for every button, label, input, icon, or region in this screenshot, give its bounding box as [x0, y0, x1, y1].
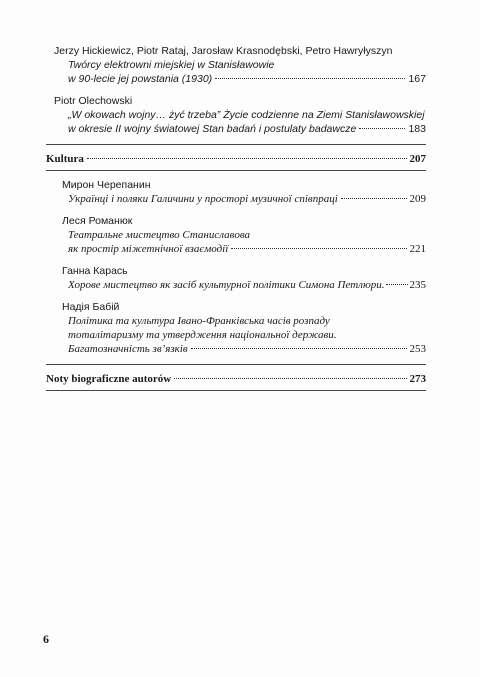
entry-title-text: Хорове мистецтво як засіб культурної політики Симона Петлюри. [68, 279, 385, 291]
dot-leader [359, 128, 405, 129]
entry-title-line: „W okowach wojny… żyć trzeba” Życie codzienne na Ziemi Stanisławowskiej [68, 109, 425, 121]
entry-author: Леся Романюк [62, 215, 133, 227]
toc-entry [46, 44, 426, 86]
entry-title-line: Політика та культура Івано-Франківська часів розпаду [68, 315, 330, 327]
entry-title-text: як простір міжетнічної взаємодії [68, 243, 229, 255]
entry-page-number: 209 [409, 193, 426, 205]
section-divider [46, 170, 426, 171]
page-number: 6 [43, 632, 49, 646]
entry-title-last-line [68, 242, 426, 256]
section-page-number: 207 [409, 153, 426, 165]
entry-page-number: 167 [408, 73, 426, 85]
entry-title-last-line [68, 122, 426, 136]
dot-leader [231, 248, 406, 249]
entry-title-line: Twórcy elektrowni miejskiej w Stanisławowie [68, 59, 275, 71]
toc-entry [46, 178, 426, 206]
toc-entry [46, 94, 426, 136]
section-divider [46, 364, 426, 365]
entry-title-line: тоталітаризму та утвердження національної держави. [68, 329, 337, 341]
entry-author: Надія Бабій [62, 301, 120, 313]
dot-leader [386, 284, 407, 285]
dot-leader [191, 348, 407, 349]
toc-entry [46, 214, 426, 256]
entry-page-number: 253 [409, 343, 426, 355]
entry-title-last-line [68, 192, 426, 206]
entry-author: Piotr Olechowski [54, 95, 133, 107]
entry-title-text: Українці і поляки Галичини у просторі музичної співпраці [68, 193, 338, 205]
table-of-contents [46, 44, 426, 398]
section-label: Noty biograficzne autorów [46, 373, 172, 385]
section-label: Kultura [46, 153, 84, 165]
entry-page-number: 235 [409, 279, 426, 291]
entry-title-text: Багатозначність зв’язків [68, 343, 188, 355]
entry-page-number: 221 [409, 243, 426, 255]
section-divider [46, 390, 426, 391]
entry-title-last-line [68, 342, 426, 356]
entry-title-last-line [68, 72, 426, 86]
entry-title-line: Театральне мистецтво Станиславова [68, 229, 251, 241]
entry-author: Jerzy Hickiewicz, Piotr Rataj, Jarosław Krasnodębski, Petro Hawryłyszyn [54, 45, 393, 57]
dot-leader [174, 378, 406, 379]
dot-leader [87, 158, 407, 159]
section-heading-noty [46, 372, 426, 386]
toc-entry [46, 300, 426, 356]
entry-author: Ганна Карась [62, 265, 128, 277]
entry-title-text: w okresie II wojny światowej Stan badań i postulaty badawcze [68, 123, 357, 135]
entry-author: Мирон Черепанин [62, 179, 151, 191]
dot-leader [215, 78, 405, 79]
section-divider [46, 144, 426, 145]
dot-leader [341, 198, 407, 199]
section-page-number: 273 [409, 373, 426, 385]
entry-title-text: w 90-lecie jej powstania (1930) [68, 73, 213, 85]
entry-title-last-line [68, 278, 426, 292]
entry-page-number: 183 [408, 123, 426, 135]
section-heading-kultura [46, 152, 426, 166]
toc-entry [46, 264, 426, 292]
